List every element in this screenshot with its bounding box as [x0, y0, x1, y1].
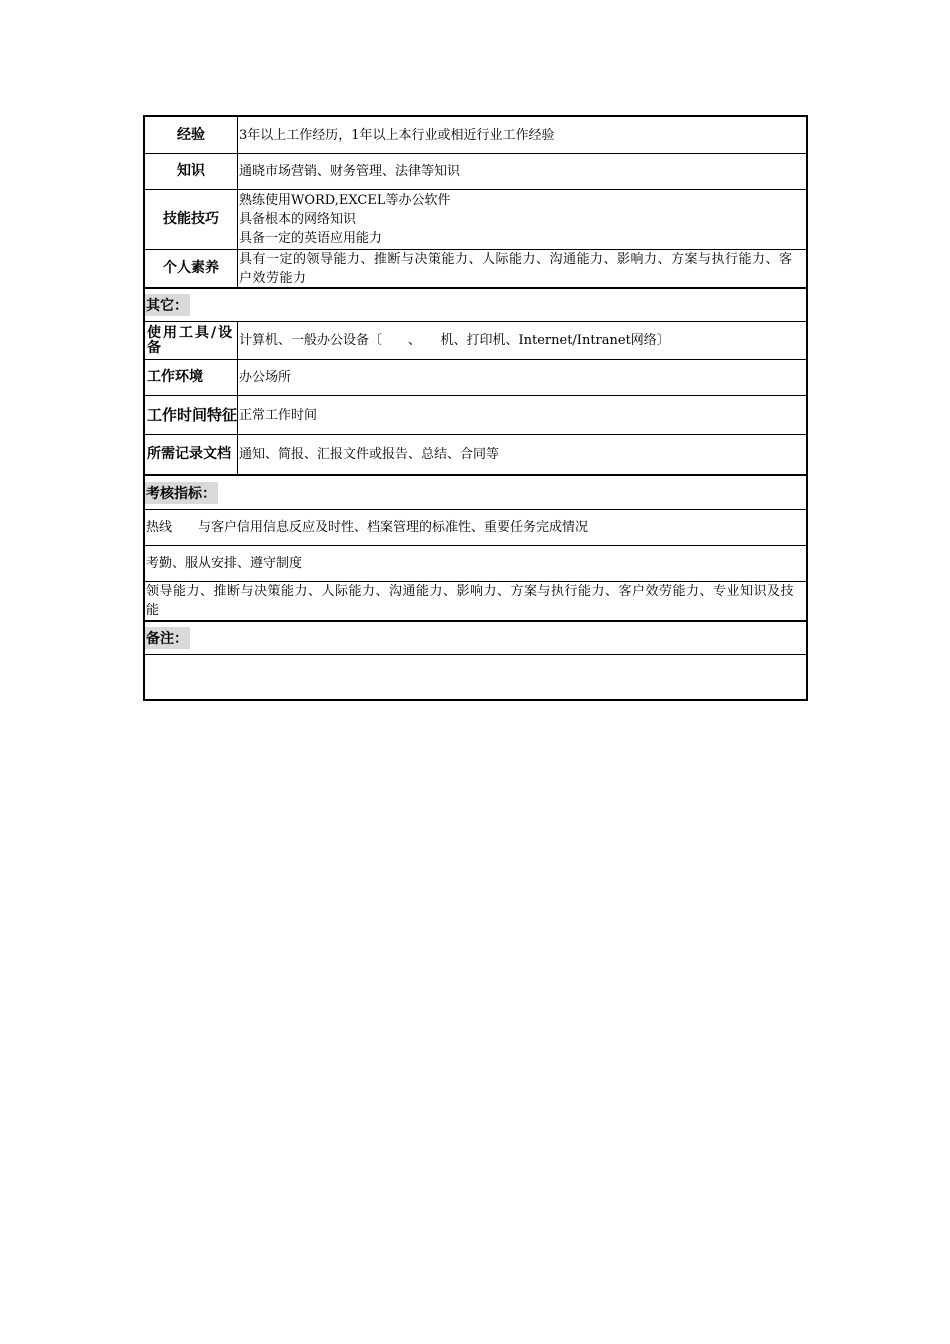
value-environment	[238, 360, 806, 395]
row-tools	[145, 321, 806, 359]
label-experience: 经验	[145, 117, 238, 153]
remarks-content	[145, 655, 806, 699]
section-remarks-heading	[145, 620, 806, 654]
row-knowledge	[145, 153, 806, 189]
other-heading: 其它：	[145, 294, 190, 316]
row-environment	[145, 359, 806, 395]
label-knowledge: 知识	[145, 154, 238, 189]
value-personal-qualities	[238, 250, 806, 287]
row-assessment-item	[145, 545, 806, 581]
environment-text: 办公场所	[239, 370, 292, 385]
label-skills: 技能技巧	[145, 190, 238, 249]
assessment-item: 领导能力、推断与决策能力、人际能力、沟通能力、影响力、方案与执行能力、客户效劳能力、专业知识及技能	[146, 584, 795, 618]
label-records: 所需记录文档	[145, 435, 238, 474]
skills-line: 具备根本的网络知识	[239, 212, 357, 227]
label-work-hours: 工作时间特征	[145, 396, 238, 434]
label-tools: 使用工具/设备	[145, 322, 238, 359]
assessment-item: 热线 与客户信用信息反应及时性、档案管理的标准性、重要任务完成情况	[146, 520, 589, 535]
knowledge-line: 通晓市场营销、财务管理、法律等知识	[239, 164, 461, 179]
personal-qualities-text: 具有一定的领导能力、推断与决策能力、人际能力、沟通能力、影响力、方案与执行能力、客户效劳能力	[239, 251, 793, 286]
value-skills	[238, 190, 806, 249]
row-work-hours	[145, 395, 806, 434]
section-other-heading	[145, 287, 806, 321]
label-personal-qualities: 个人素养	[145, 250, 238, 287]
section-assessment-heading	[145, 474, 806, 509]
experience-line: 3年以上工作经历，1年以上本行业或相近行业工作经验	[239, 127, 555, 143]
records-text: 通知、简报、汇报文件或报告、总结、合同等	[239, 447, 500, 462]
row-records	[145, 434, 806, 474]
row-personal-qualities	[145, 249, 806, 287]
value-knowledge	[238, 154, 806, 189]
assessment-heading: 考核指标：	[145, 482, 218, 504]
row-remarks-content	[145, 654, 806, 699]
skills-line: 熟练使用WORD,EXCEL等办公软件	[239, 193, 451, 208]
value-tools	[238, 322, 806, 359]
label-environment: 工作环境	[145, 360, 238, 395]
work-hours-text: 正常工作时间	[239, 407, 318, 423]
row-experience	[145, 117, 806, 153]
row-assessment-item	[145, 509, 806, 545]
value-work-hours	[238, 396, 806, 434]
value-records	[238, 435, 806, 474]
row-skills	[145, 189, 806, 249]
tools-text: 计算机、一般办公设备〔 、 机、打印机、Internet/Intranet网络〕	[239, 333, 670, 348]
row-assessment-item	[145, 581, 806, 620]
assessment-item: 考勤、服从安排、遵守制度	[146, 556, 303, 571]
job-description-table	[143, 115, 808, 701]
value-experience	[238, 117, 806, 153]
remarks-heading: 备注：	[145, 627, 190, 649]
skills-line: 具备一定的英语应用能力	[239, 231, 383, 246]
